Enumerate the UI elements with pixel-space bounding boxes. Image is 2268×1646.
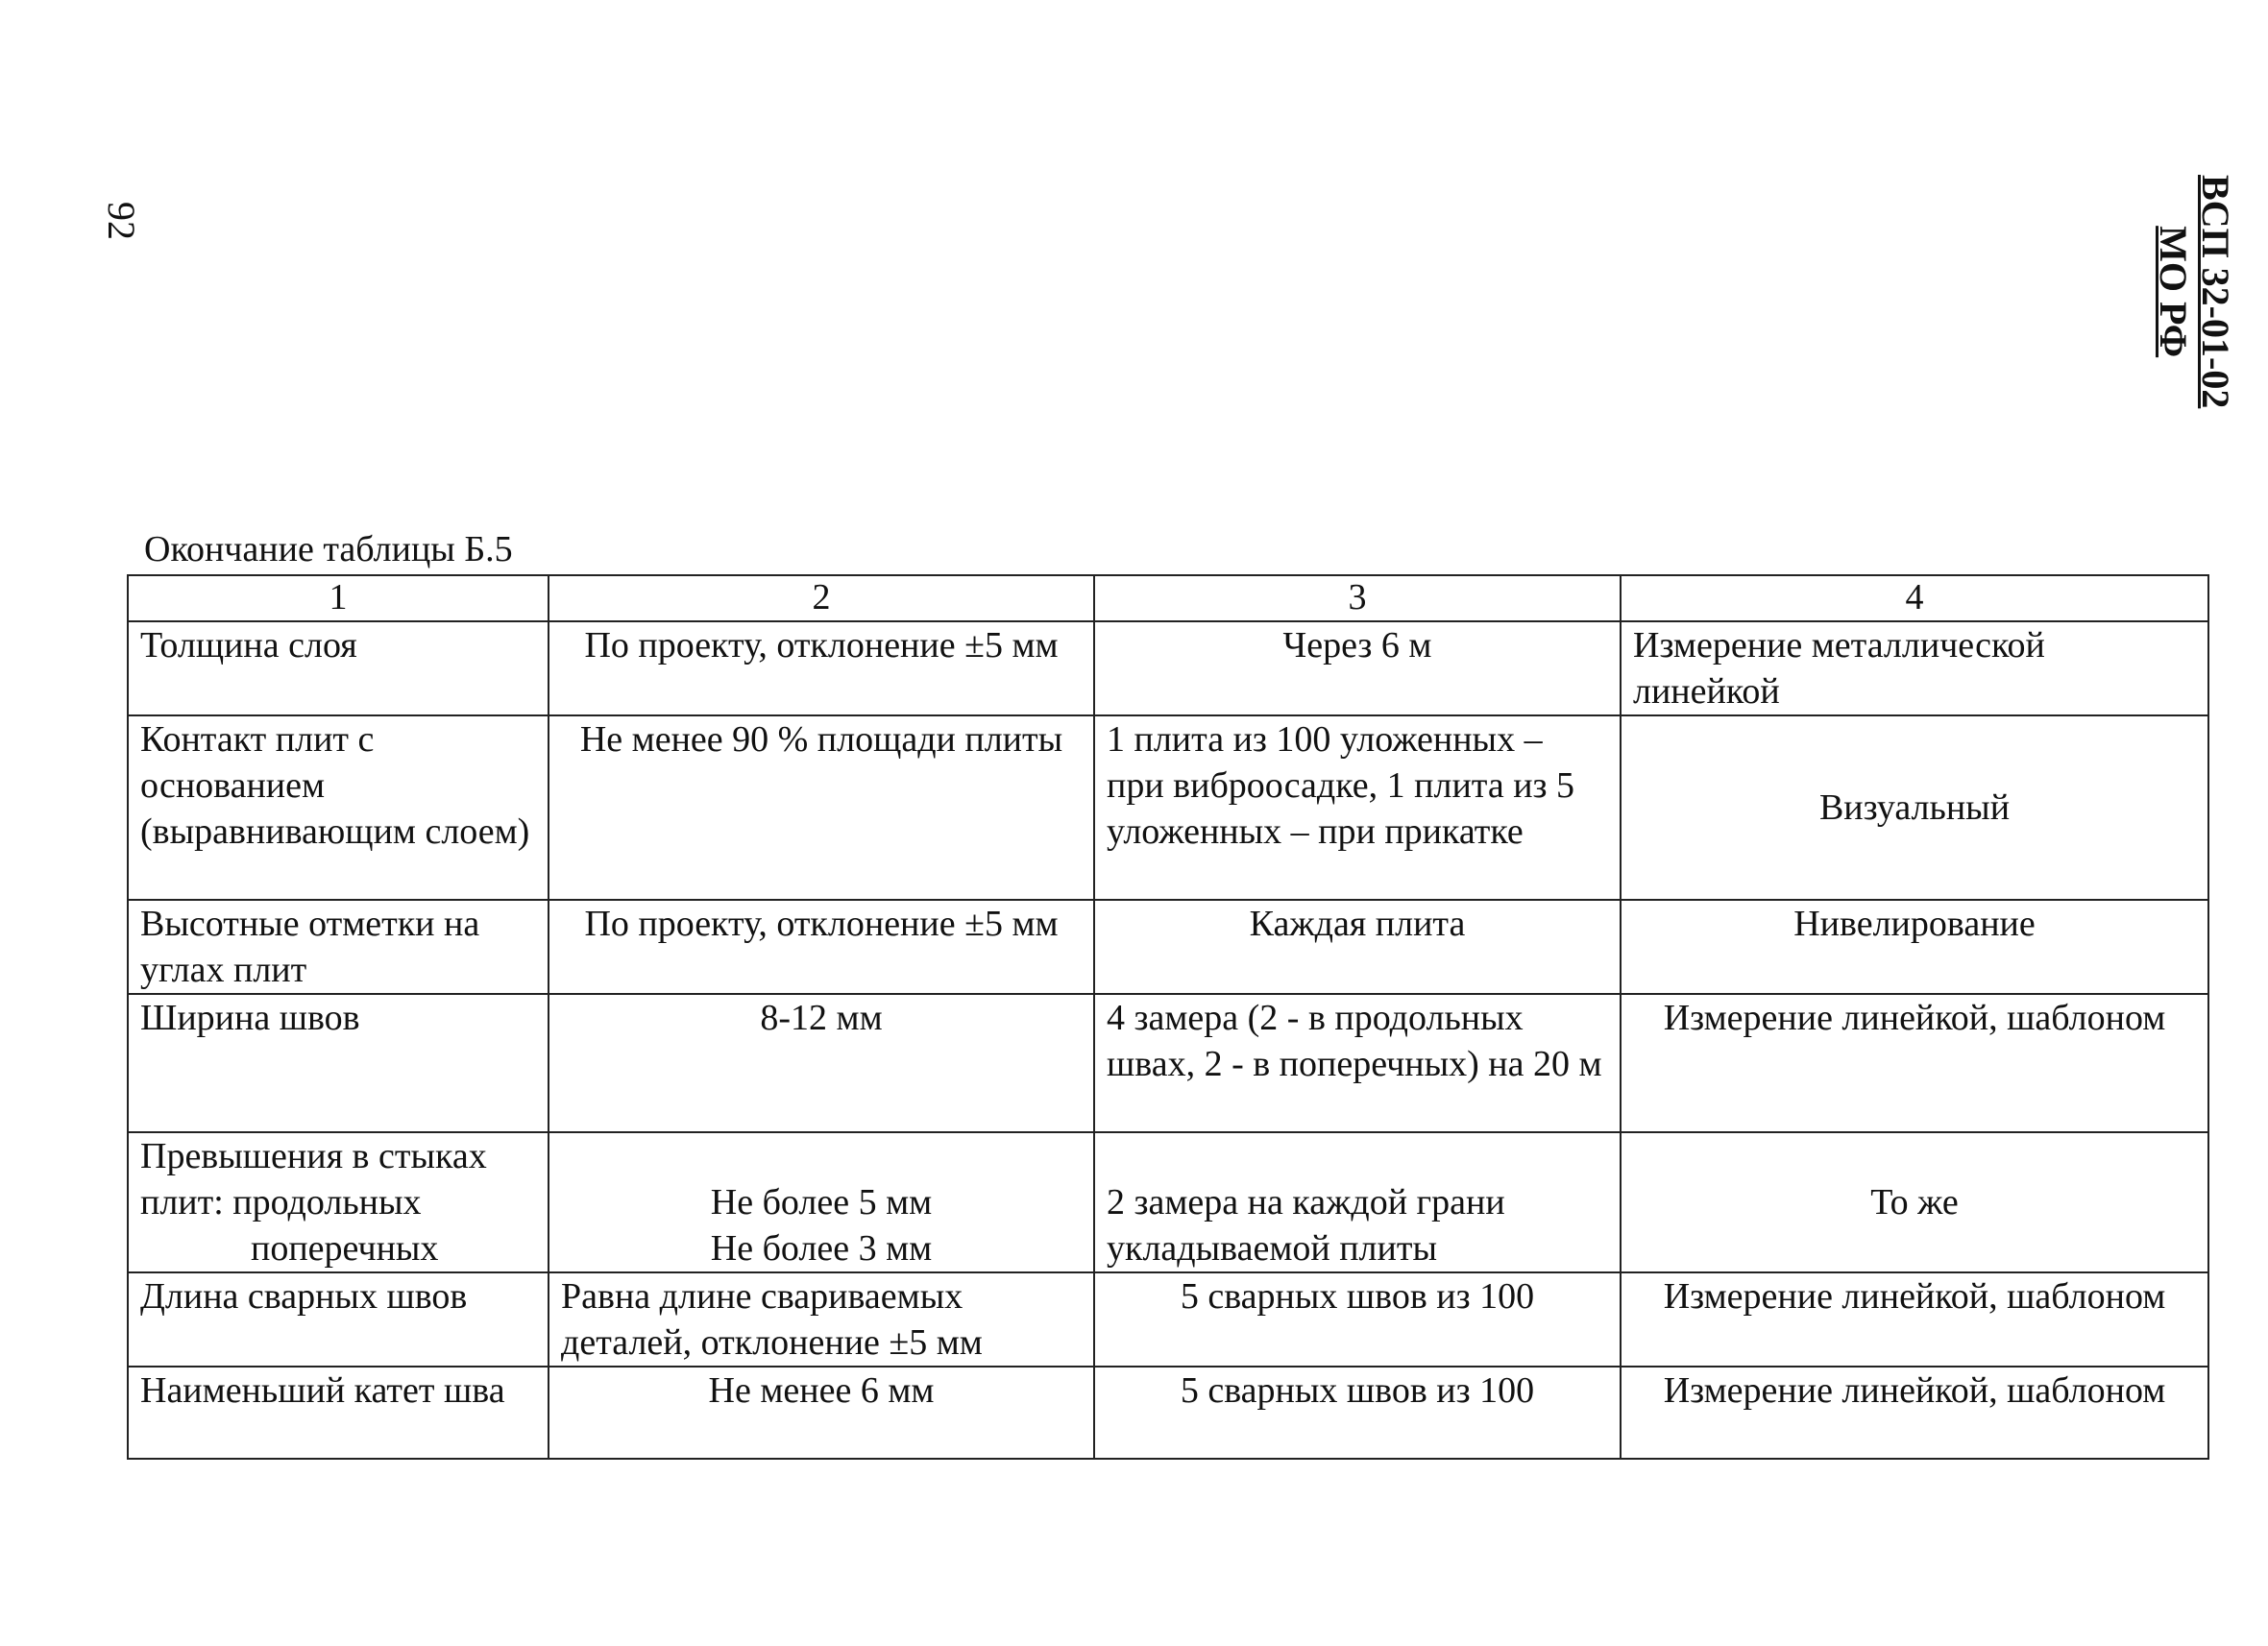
table-cell: Контакт плит с основанием (выравнивающим слоем) [128,715,549,900]
table-caption: Окончание таблицы Б.5 [144,529,513,569]
table-row [128,715,2208,900]
column-header: 3 [1094,575,1621,621]
table-cell: 8-12 мм [549,994,1094,1132]
table-cell: Измерение металлической линейкой [1621,621,2208,715]
table-cell: Равна длине свариваемых деталей, отклонение ±5 мм [549,1272,1094,1367]
table-cell: 5 сварных швов из 100 [1094,1272,1621,1367]
document-code-line2: МО РФ [2152,226,2195,358]
table-cell: Нивелирование [1621,900,2208,994]
table-cell: Каждая плита [1094,900,1621,994]
cell-line: Не более 3 мм [710,1228,933,1269]
table-cell: Не менее 90 % площади плиты [549,715,1094,900]
table-cell: Не менее 6 мм [549,1367,1094,1459]
table-row [128,1132,2208,1272]
cell-line: поперечных [251,1228,439,1269]
table-cell: Визуальный [1621,715,2208,900]
table-cell: Длина сварных швов [128,1272,549,1367]
table-cell: 4 замера (2 - в продольных швах, 2 - в поперечных) на 20 м [1094,994,1621,1132]
table-cell: 2 замера на каждой грани укладываемой плиты [1094,1132,1621,1272]
table-cell: Измерение линейкой, шаблоном [1621,994,2208,1132]
table-cell: Измерение линейкой, шаблоном [1621,1367,2208,1459]
table-cell: 1 плита из 100 уложенных – при виброосадке, 1 плита из 5 уложенных – при прикатке [1094,715,1621,900]
table-cell: Измерение линейкой, шаблоном [1621,1272,2208,1367]
table-header-row [128,575,2208,621]
table-row [128,621,2208,715]
cell-line: Превышения в стыках плит: продольных [140,1136,487,1222]
table-cell: Высотные отметки на углах плит [128,900,549,994]
cell-line: Не более 5 мм [710,1182,933,1222]
table-row [128,900,2208,994]
table-cell: 5 сварных швов из 100 [1094,1367,1621,1459]
table-cell: Ширина швов [128,994,549,1132]
column-header: 4 [1621,575,2208,621]
table-cell: То же [1621,1132,2208,1272]
table-row [128,1367,2208,1459]
column-header: 2 [549,575,1094,621]
column-header: 1 [128,575,549,621]
table-cell: Наименьший катет шва [128,1367,549,1459]
table-row [128,994,2208,1132]
table-cell: Через 6 м [1094,621,1621,715]
table-cell: По проекту, отклонение ±5 мм [549,900,1094,994]
table-cell: По проекту, отклонение ±5 мм [549,621,1094,715]
document-code [2152,175,2236,408]
document-code-line1: ВСП 32-01-02 [2194,175,2237,409]
table-cell [128,1132,549,1272]
page-number: 92 [100,202,143,240]
table-cell: Толщина слоя [128,621,549,715]
specification-table [127,574,2209,1460]
table-row [128,1272,2208,1367]
table-cell [549,1132,1094,1272]
